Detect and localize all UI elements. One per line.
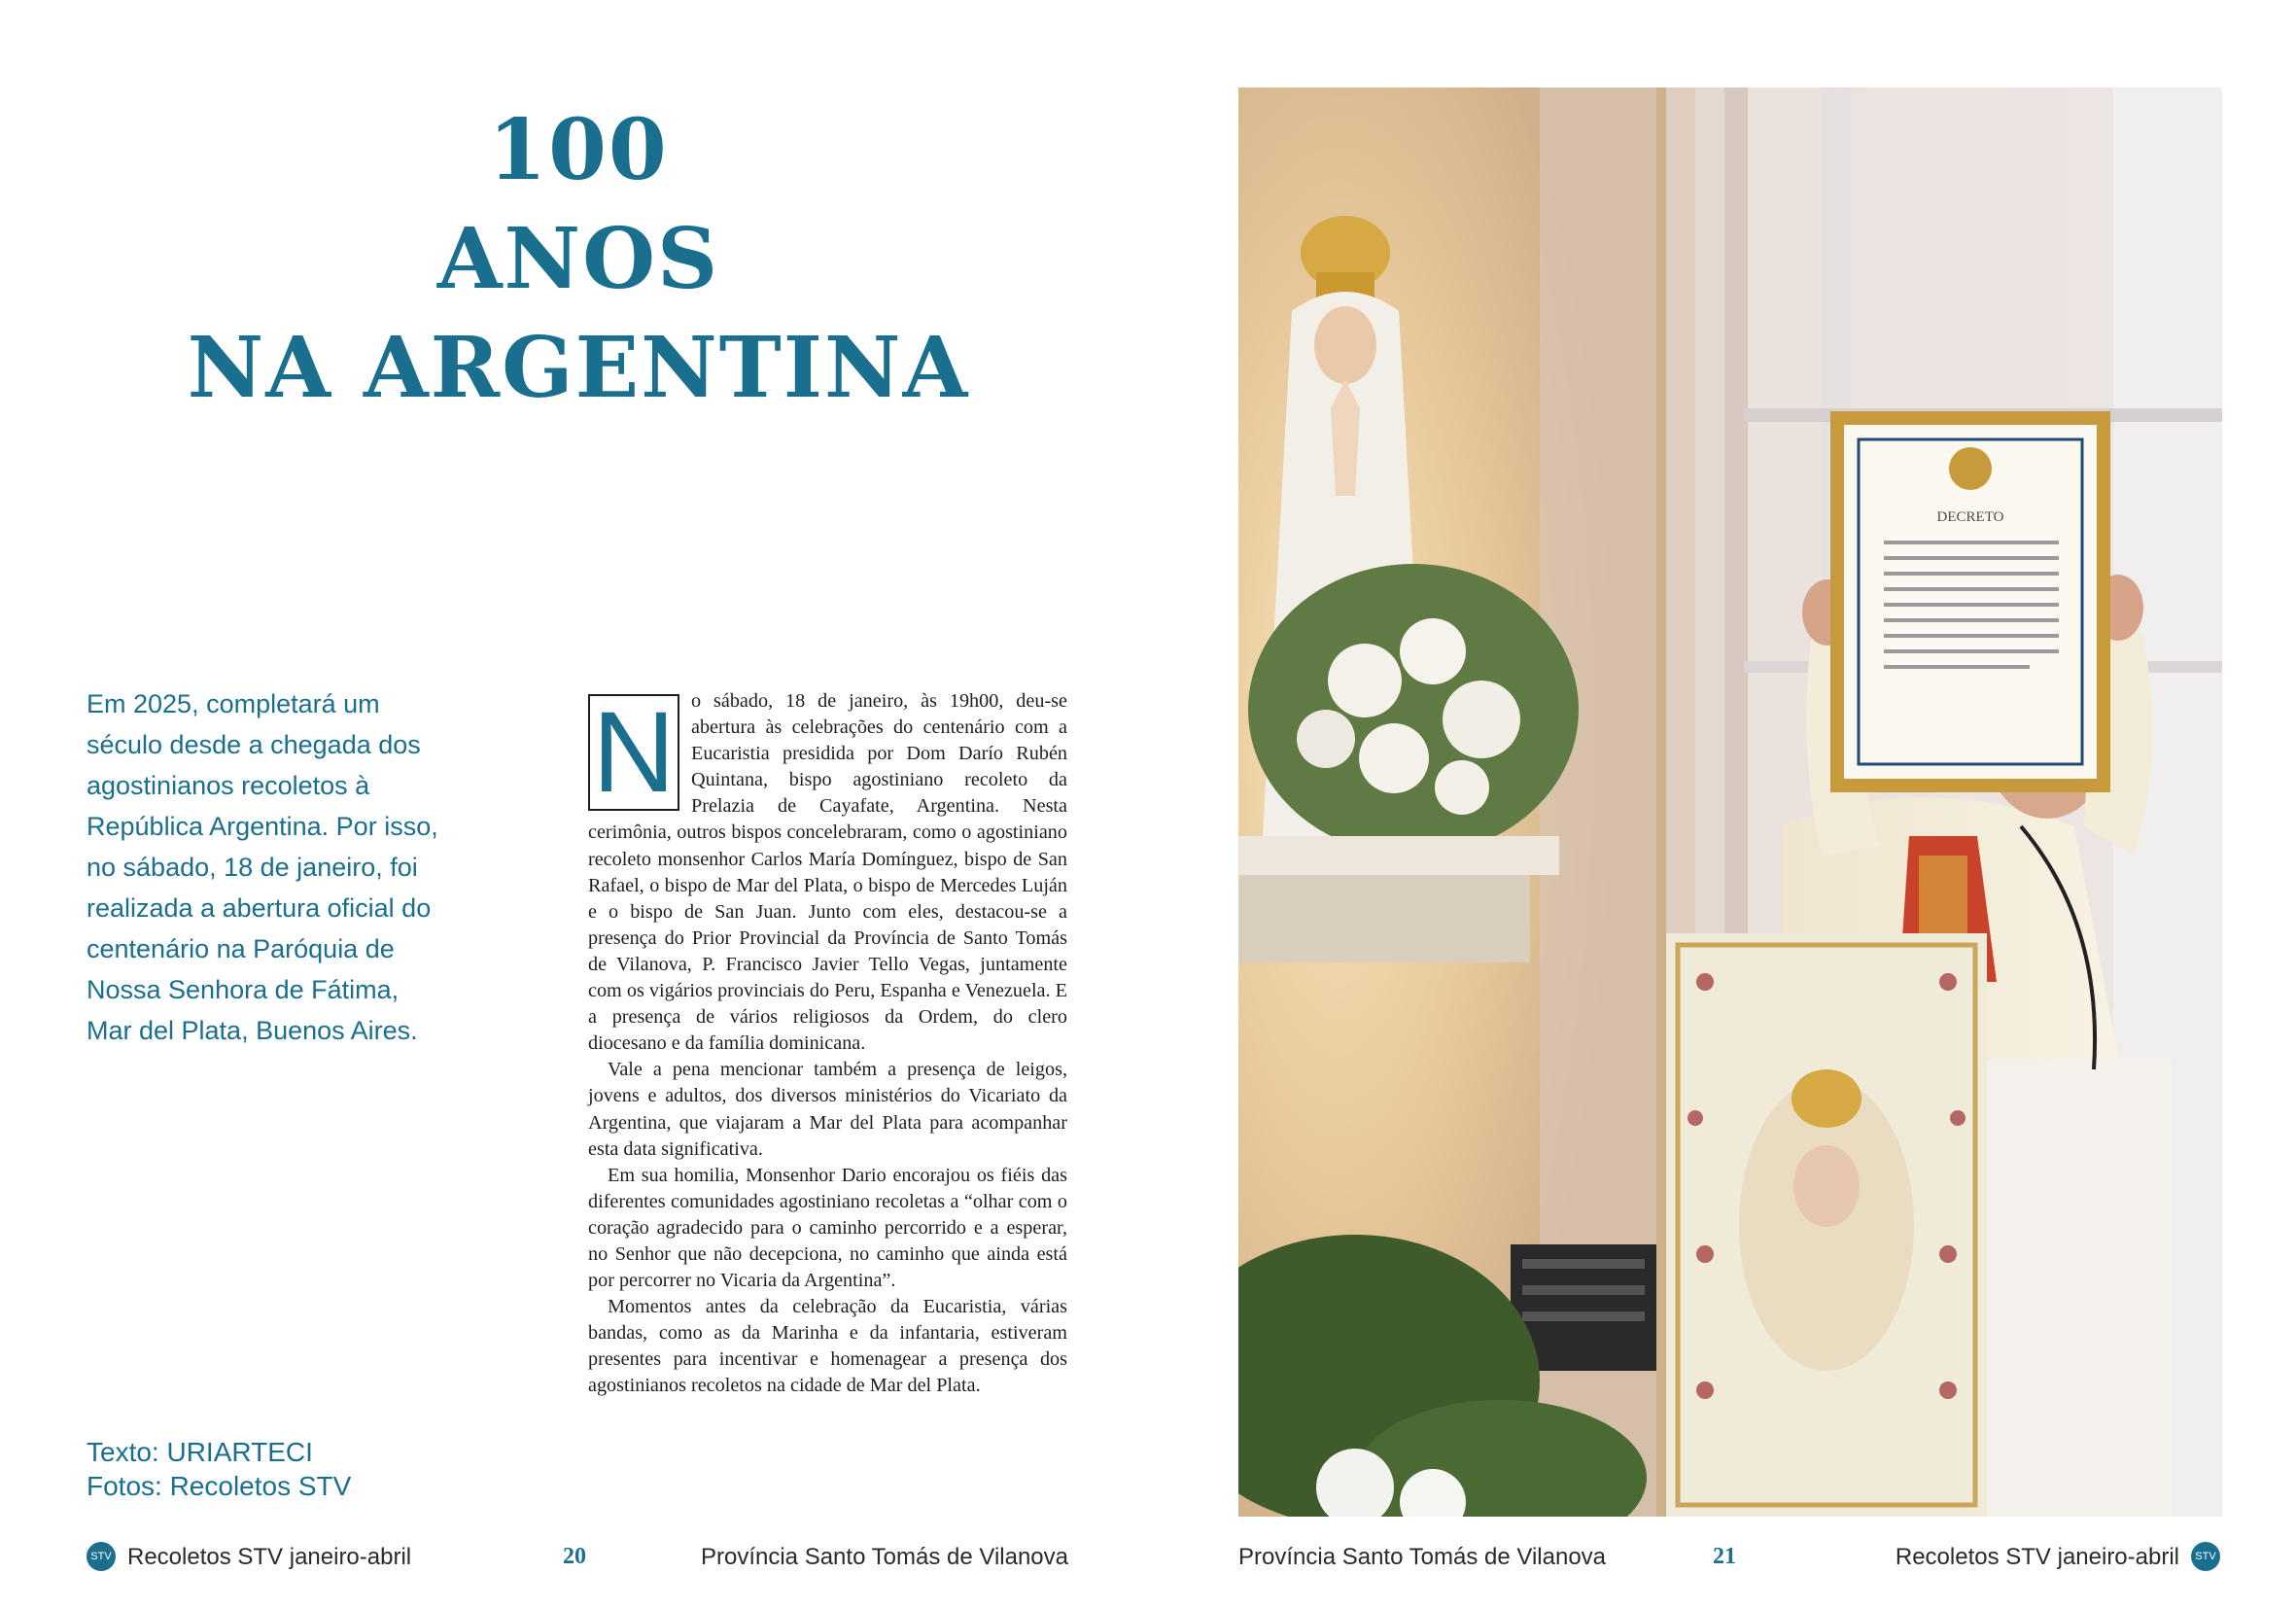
footer-magazine: Recoletos STV janeiro-abril: [127, 1544, 412, 1570]
article-title: [78, 96, 1079, 423]
page-number-right: 21: [1713, 1544, 1736, 1569]
decree-heading: DECRETO: [1936, 509, 2004, 525]
text-credit: Texto: URIARTECI: [87, 1437, 313, 1467]
title-line-2: ANOS: [436, 210, 720, 309]
title-line-1: 100: [488, 101, 669, 200]
title-line-3: NA ARGENTINA: [187, 319, 970, 418]
page-number-left: 20: [563, 1544, 586, 1569]
intro-paragraph: Em 2025, completará um século desde a chegada dos agostinianos recoletos à República Argentina. Por isso, no sábado, 18 de janeiro, foi realizada a abertura oficial do centenário na Paróquia de Nossa Senhora de Fátima, Mar del Plata, Buenos Aires.: [87, 689, 438, 1045]
magazine-logo-icon: STV: [87, 1542, 116, 1571]
article-paragraph-1-text: o sábado, 18 de janeiro, às 19h00, deu-se abertura às celebrações do centenário com a Eucaristia presidida por Dom Darío Rubén Quintana, bispo agostiniano recoleto da Prelazia de Cayafate, Argentina. Nesta cerimônia, outros bispos concelebraram, como o agostiniano recoleto monsenhor Carlos María Domínguez, bispo de San Rafael, o bispo de Mar del Plata, o bispo de Mercedes Luján e o bispo de San Juan. Junto com eles, destacou-se a presença do Prior Provincial da Província de Santo Tomás de Vilanova, P. Francisco Javier Tello Vegas, juntamente com os vigários provinciais do Peru, Espanha e Venezuela. E a presença de vários religiosos da Ordem, do clero diocesano e da família dominicana.: [588, 690, 1067, 1055]
footer-province: Província Santo Tomás de Vilanova: [700, 1544, 1068, 1570]
credits: [87, 1435, 475, 1503]
article-paragraph-4: Momentos antes da celebração da Eucaristia, várias bandas, como as da Marinha e da infantaria, estiveram presentes para incentivar e homenagear a presença dos agostinianos recoletos na cidade de Mar del Plata.: [588, 1296, 1067, 1397]
ceremony-photo: [1238, 87, 2222, 1517]
article-paragraph-2: Vale a pena mencionar também a presença de leigos, jovens e adultos, dos diversos ministérios do Vicariato da Argentina, que viajaram a Mar del Plata para acompanhar esta data significativa.: [588, 1059, 1067, 1160]
footer-magazine: Recoletos STV janeiro-abril: [1895, 1544, 2179, 1570]
article-body: [588, 688, 1067, 1400]
ceremony-photo-illustration: [1238, 87, 2222, 1517]
footer-left: [87, 1538, 1068, 1577]
photo-credit: Fotos: Recoletos STV: [87, 1471, 352, 1501]
footer-right: [1238, 1538, 2220, 1577]
footer-province: Província Santo Tomás de Vilanova: [1238, 1544, 1607, 1570]
drop-cap: N: [588, 694, 679, 811]
magazine-logo-icon: STV: [2191, 1542, 2220, 1571]
article-paragraph-3: Em sua homilia, Monsenhor Dario encorajou os fiéis das diferentes comunidades agostiniano recoletas a “olhar com o coração agradecido para o caminho percorrido e a esperar, no Senhor que não decepciona, no caminho que ainda está por percorrer no Vicaria da Argentina”.: [588, 1164, 1067, 1292]
article-paragraph-1: [588, 688, 1067, 1057]
